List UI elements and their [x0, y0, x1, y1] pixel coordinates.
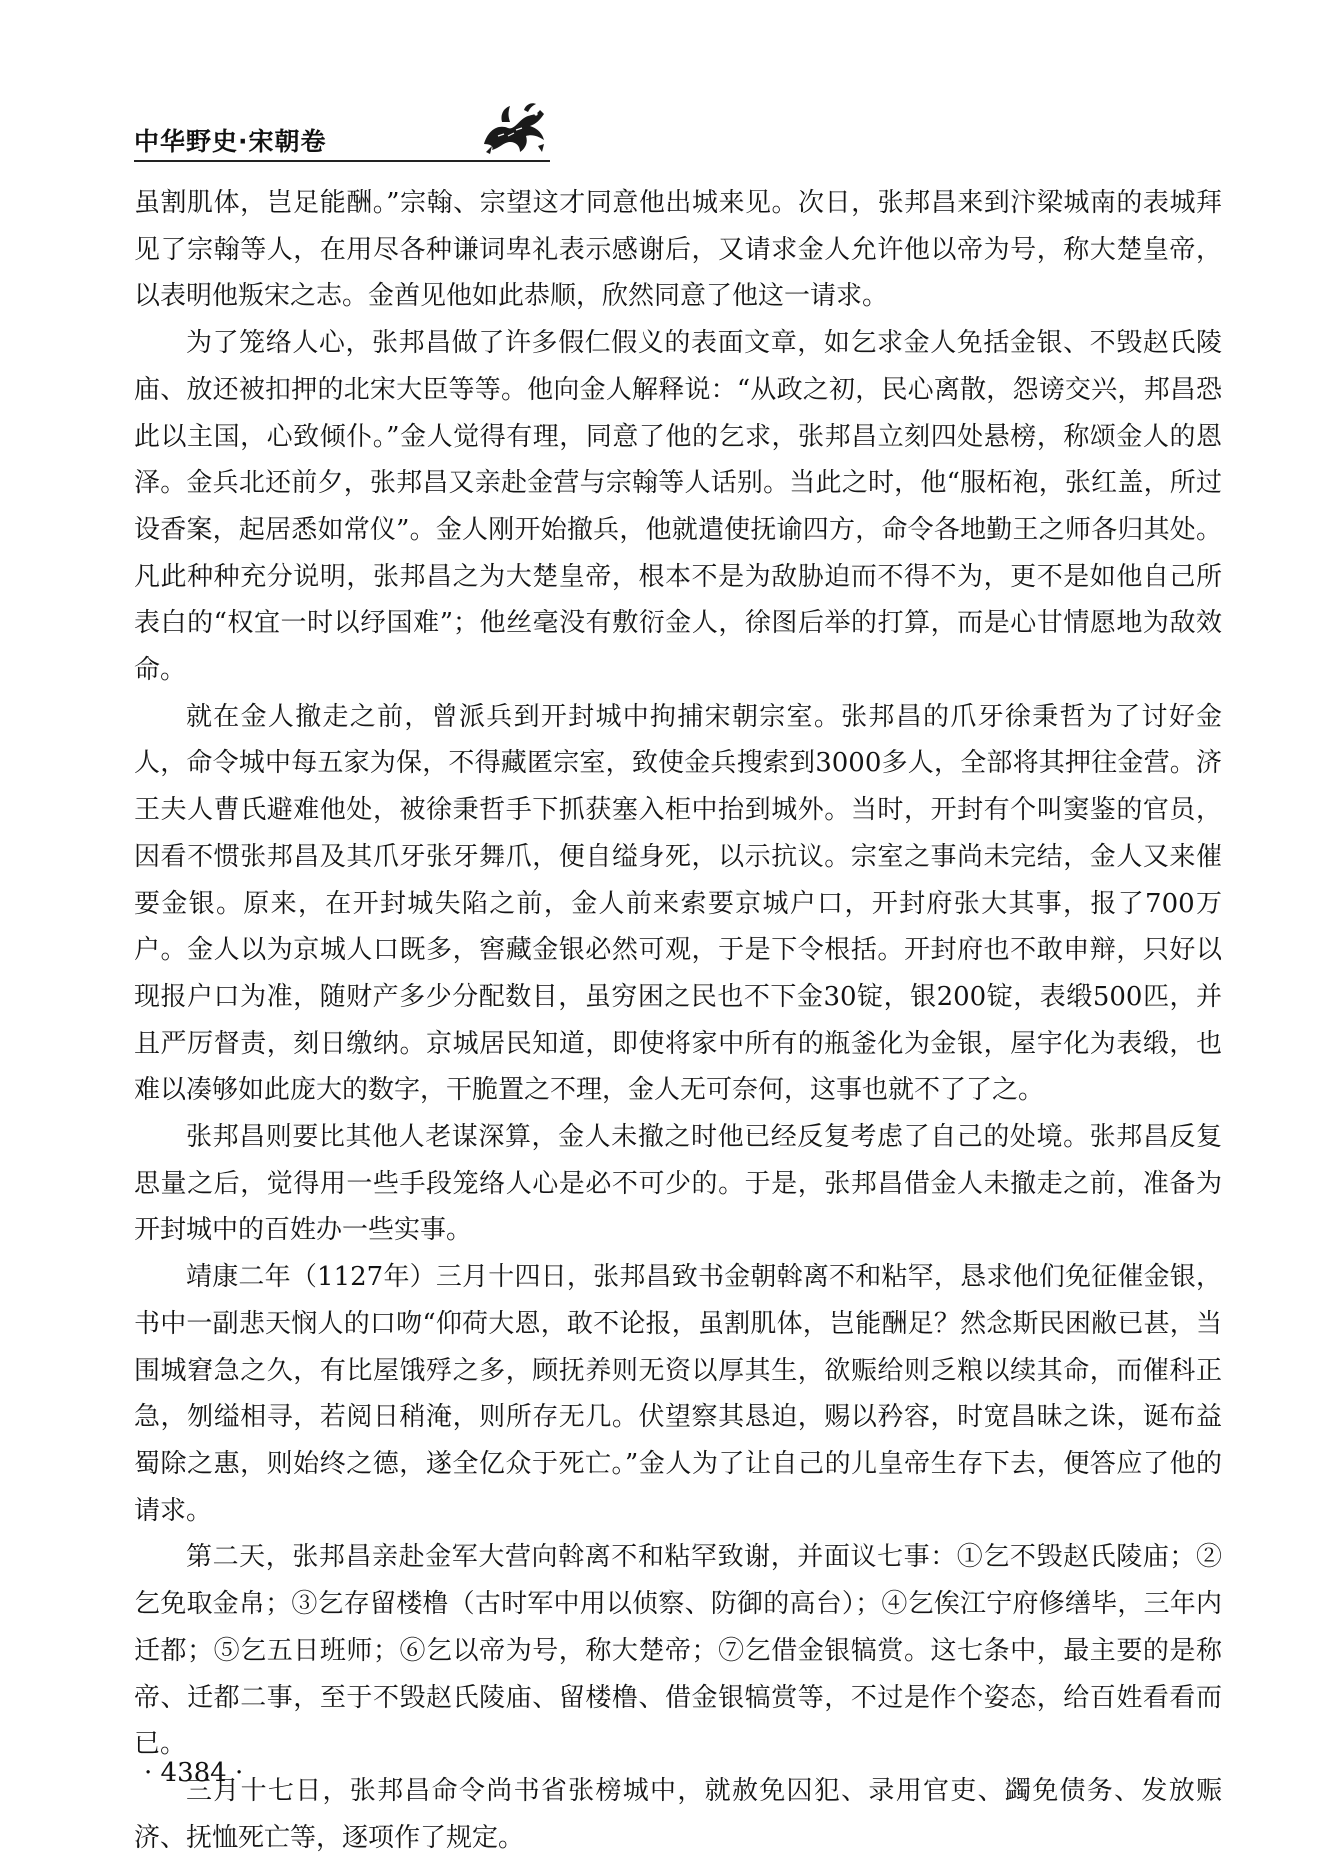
paragraph: 虽割肌体，岂足能酬。”宗翰、宗望这才同意他出城来见。次日，张邦昌来到汴梁城南的表城拜见了宗翰等人，在用尽各种谦词卑礼表示感谢后，又请求金人允许他以帝为号，称大楚皇帝，以表明他叛宋之志。金酋见他如此恭顺，欣然同意了他这一请求。 — [134, 188, 1222, 312]
paragraph: 第二天，张邦昌亲赴金军大营向斡离不和粘罕致谢，并面议七事：①乞不毁赵氏陵庙；②乞免取金帛；③乞存留楼橹（古时军中用以侦察、防御的高台）；④乞俟江宁府修缮毕，三年内迁都；⑤乞五日班师；⑥乞以帝为号，称大楚帝；⑦乞借金银犒赏。这七条中，最主要的是称帝、迁都二事，至于不毁赵氏陵庙、留楼橹、借金银犒赏等，不过是作个姿态，给百姓看看而已。 — [134, 1542, 1222, 1760]
book-title: 中华野史·宋朝卷 — [134, 127, 327, 156]
paragraph: 三月十七日，张邦昌命令尚书省张榜城中，就赦免囚犯、录用官吏、蠲免债务、发放赈济、抚恤死亡等，逐项作了规定。 — [134, 1775, 1222, 1853]
body-text — [134, 180, 1222, 1861]
page-number: · 4384 · — [144, 1758, 244, 1788]
header-rule — [134, 160, 550, 162]
dragon-emblem-icon — [478, 100, 550, 156]
paragraph: 就在金人撤走之前，曾派兵到开封城中拘捕宋朝宗室。张邦昌的爪牙徐秉哲为了讨好金人，命令城中每五家为保，不得藏匿宗室，致使金兵搜索到3000多人，全部将其押往金营。济王夫人曹氏避难他处，被徐秉哲手下抓获塞入柜中抬到城外。当时，开封有个叫窦鉴的官员，因看不惯张邦昌及其爪牙张牙舞爪，便自缢身死，以示抗议。宗室之事尚未完结，金人又来催要金银。原来，在开封城失陷之前，金人前来索要京城户口，开封府张大其事，报了700万户。金人以为京城人口既多，窖藏金银必然可观，于是下令根括。开封府也不敢申辩，只好以现报户口为准，随财产多少分配数目，虽穷困之民也不下金30锭，银200锭，表缎500匹，并且严厉督责，刻日缴纳。京城居民知道，即使将家中所有的瓶釜化为金银，屋宇化为表缎，也难以凑够如此庞大的数字，干脆置之不理，金人无可奈何，这事也就不了了之。 — [134, 701, 1222, 1106]
paragraph: 靖康二年（1127年）三月十四日，张邦昌致书金朝斡离不和粘罕，恳求他们免征催金银，书中一副悲天悯人的口吻“仰荷大恩，敢不论报，虽割肌体，岂能酬足？然念斯民困敝已甚，当围城窘急之久，有比屋饿殍之多，顾抚养则无资以厚其生，欲赈给则乏粮以续其命，而催科正急，刎缢相寻，若阅日稍淹，则所存无几。伏望察其恳迫，赐以矜容，时宽昌昧之诛，诞布益蜀除之惠，则始终之德，遂全亿众于死亡。”金人为了让自己的儿皇帝生存下去，便答应了他的请求。 — [134, 1262, 1222, 1526]
running-header — [134, 100, 550, 162]
paragraph: 为了笼络人心，张邦昌做了许多假仁假义的表面文章，如乞求金人免括金银、不毁赵氏陵庙、放还被扣押的北宋大臣等等。他向金人解释说：“从政之初，民心离散，怨谤交兴，邦昌恐此以主国，心致倾仆。”金人觉得有理，同意了他的乞求，张邦昌立刻四处悬榜，称颂金人的恩泽。金兵北还前夕，张邦昌又亲赴金营与宗翰等人话别。当此之时，他“服柘袍，张红盖，所过设香案，起居悉如常仪”。金人刚开始撤兵，他就遣使抚谕四方，命令各地勤王之师各归其处。凡此种种充分说明，张邦昌之为大楚皇帝，根本不是为敌胁迫而不得不为，更不是如他自己所表白的“权宜一时以纾国难”；他丝毫没有敷衍金人，徐图后举的打算，而是心甘情愿地为敌效命。 — [134, 328, 1222, 686]
paragraph: 张邦昌则要比其他人老谋深算，金人未撤之时他已经反复考虑了自己的处境。张邦昌反复思量之后，觉得用一些手段笼络人心是必不可少的。于是，张邦昌借金人未撤走之前，准备为开封城中的百姓办一些实事。 — [134, 1122, 1222, 1246]
